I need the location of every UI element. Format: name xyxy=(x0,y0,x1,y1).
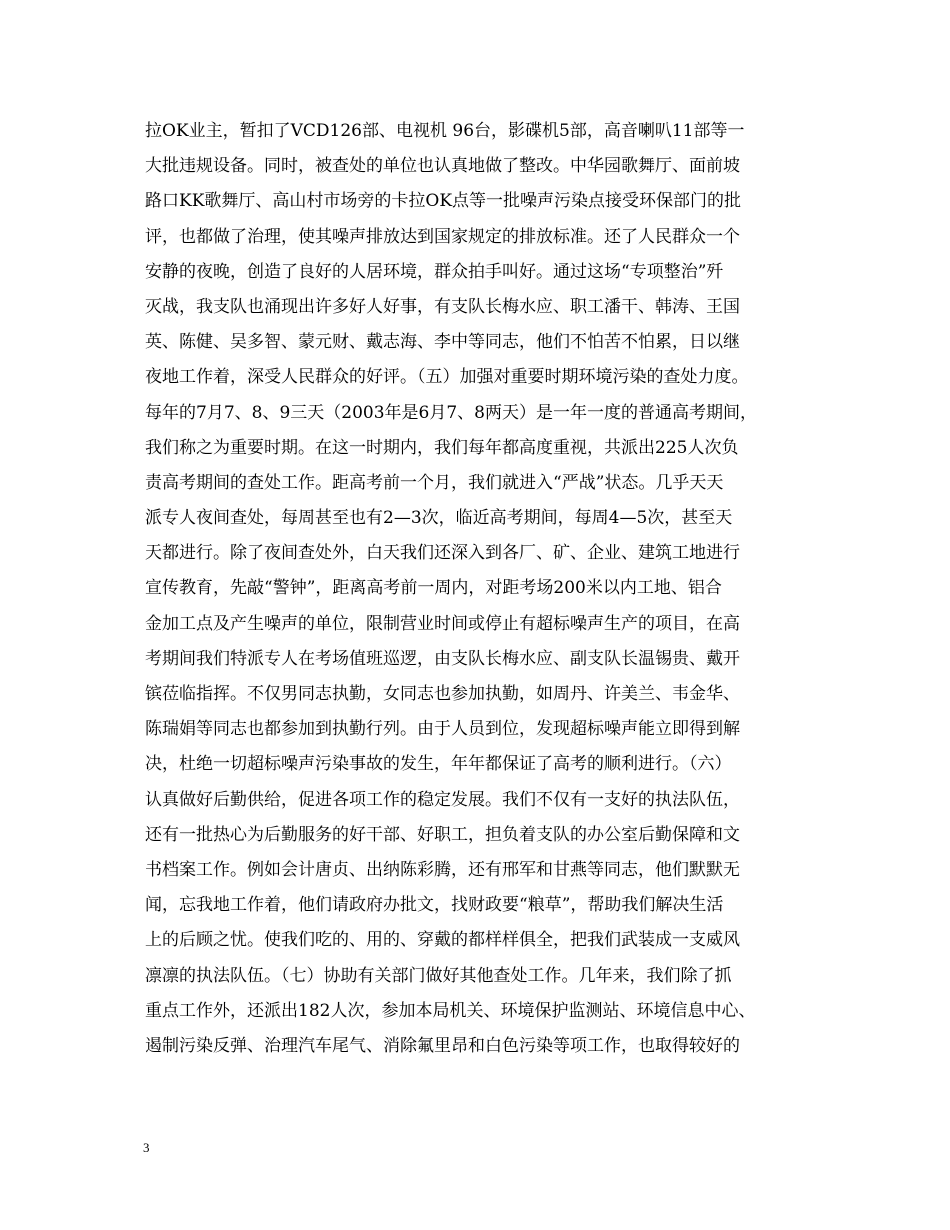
text-line: 镔莅临指挥。不仅男同志执勤，女同志也参加执勤，如周丹、许美兰、韦金华、 xyxy=(145,684,740,704)
body-text xyxy=(145,114,825,1064)
text-line: 我们称之为重要时期。在这一时期内，我们每年都高度重视，共派出225人次负 xyxy=(145,437,739,458)
text-line: 评，也都做了治理，使其噪声排放达到国家规定的排放标准。还了人民群众一个 xyxy=(145,226,740,247)
text-line: 闻，忘我地工作着，他们请政府办批文，找财政要“粮草”，帮助我们解决生活 xyxy=(145,895,724,916)
text-line: 重点工作外，还派出182人次，参加本局机关、环境保护监测站、环境信息中心、 xyxy=(145,1000,756,1021)
text-line: 认真做好后勤供给，促进各项工作的稳定发展。我们不仅有一支好的执法队伍， xyxy=(145,789,740,810)
text-line: 大批违规设备。同时，被查处的单位也认真地做了整改。中华园歌舞厅、面前坡 xyxy=(145,156,740,177)
text-line: 决，杜绝一切超标噪声污染事故的发生，年年都保证了高考的顺利进行。（六） xyxy=(145,754,732,775)
text-line: 上的后顾之忧。使我们吃的、用的、穿戴的都样样俱全，把我们武装成一支威风 xyxy=(145,930,740,951)
text-line: 陈瑞娟等同志也都参加到执勤行列。由于人员到位，发现超标噪声能立即得到解 xyxy=(145,719,740,740)
text-line: 夜地工作着，深受人民群众的好评。（五）加强对重要时期环境污染的查处力度。 xyxy=(145,367,749,388)
text-line: 天都进行。除了夜间查处外，白天我们还深入到各厂、矿、企业、建筑工地进行 xyxy=(145,543,740,564)
text-line: 金加工点及产生噪声的单位，限制营业时间或停止有超标噪声生产的项目，在高 xyxy=(145,613,740,634)
text-line: 还有一批热心为后勤服务的好干部、好职工，担负着支队的办公室后勤保障和文 xyxy=(145,824,740,845)
page-number: 3 xyxy=(143,1140,150,1155)
text-line: 遏制污染反弹、治理汽车尾气、消除氟里昂和白色污染等项工作，也取得较好的 xyxy=(145,1035,740,1056)
text-line: 责高考期间的查处工作。距高考前一个月，我们就进入“严战”状态。几乎天天 xyxy=(145,472,724,493)
text-line: 拉OK业主，暂扣了VCD126部、电视机 96台，影碟机5部，高音喇叭11部等一 xyxy=(145,121,745,141)
text-line: 凛凛的执法队伍。（七）协助有关部门做好其他查处工作。几年来，我们除了抓 xyxy=(145,965,732,986)
text-line: 考期间我们特派专人在考场值班巡逻，由支队长梅水应、副支队长温锡贵、戴开 xyxy=(145,648,740,669)
text-line: 书档案工作。例如会计唐贞、出纳陈彩腾，还有邢军和甘燕等同志，他们默默无 xyxy=(145,859,740,880)
text-line: 灭战，我支队也涌现出许多好人好事，有支队长梅水应、职工潘干、韩涛、王国 xyxy=(145,296,740,317)
text-line: 安静的夜晚，创造了良好的人居环境，群众拍手叫好。通过这场“专项整治”歼 xyxy=(145,261,724,282)
text-line: 宣传教育，先敲“警钟”，距离高考前一周内，对距考场200米以内工地、铝合 xyxy=(145,578,722,599)
text-line: 每年的7月7、8、9三天（2003年是6月7、8两天）是一年一度的普通高考期间， xyxy=(145,402,757,423)
text-line: 英、陈健、吴多智、蒙元财、戴志海、李中等同志，他们不怕苦不怕累，日以继 xyxy=(145,332,740,353)
text-line: 派专人夜间查处，每周甚至也有2—3次，临近高考期间，每周4—5次，甚至天 xyxy=(145,508,733,529)
text-line: 路口KK歌舞厅、高山村市场旁的卡拉OK点等一批噪声污染点接受环保部门的批 xyxy=(145,191,742,212)
